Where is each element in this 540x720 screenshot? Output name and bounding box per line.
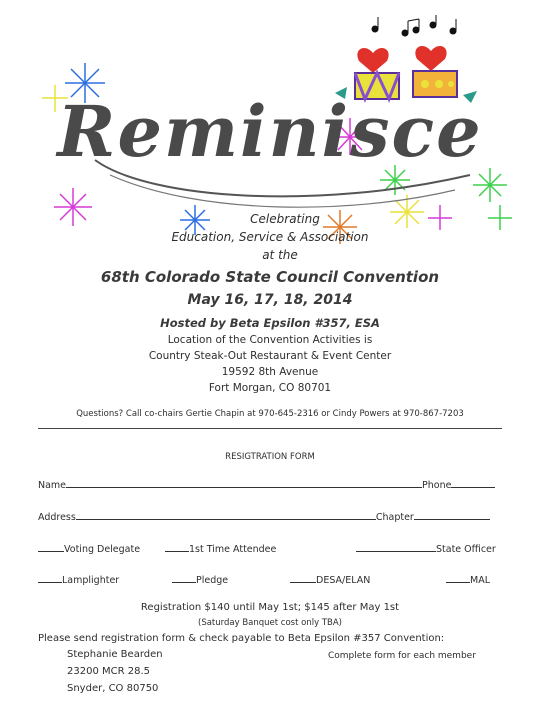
venue-name: Country Steak-Out Restaurant & Event Center	[148, 350, 392, 362]
address-field[interactable]	[76, 510, 376, 520]
form-title: RESIGTRATION FORM	[225, 452, 315, 462]
address-label: Address	[38, 512, 76, 523]
at-the-text: at the	[262, 248, 298, 262]
name-field-row	[38, 478, 495, 491]
banquet-note: (Saturday Banquet cost only TBA)	[198, 618, 342, 628]
chapter-field[interactable]	[414, 510, 490, 520]
desa-blank[interactable]	[290, 573, 316, 583]
name-field[interactable]	[66, 478, 422, 488]
questions-line: Questions? Call co-chairs Gertie Chapin at 970-645-2316 or Cindy Powers at 970-867-7203	[76, 409, 464, 419]
page-title: Reminisce	[57, 90, 483, 173]
divider	[38, 428, 502, 429]
mal-label: MAL	[470, 575, 490, 586]
state-officer-label: State Officer	[436, 544, 496, 555]
voting-delegate-option[interactable]	[38, 542, 140, 555]
mal-blank[interactable]	[446, 573, 470, 583]
music-notes-icon	[372, 15, 456, 36]
mail-city: Snyder, CO 80750	[67, 683, 159, 694]
lamplighter-option[interactable]	[38, 573, 119, 586]
venue-street: 19592 8th Avenue	[221, 366, 319, 378]
mail-name: Stephanie Bearden	[67, 649, 163, 660]
mal-option[interactable]	[446, 573, 490, 586]
location-intro: Location of the Convention Activities is	[167, 334, 373, 346]
theme-line: Education, Service & Association	[171, 230, 369, 244]
first-time-blank[interactable]	[165, 542, 189, 552]
pledge-option[interactable]	[172, 573, 228, 586]
first-time-label: 1st Time Attendee	[189, 544, 277, 555]
address-field-row	[38, 510, 490, 523]
convention-title: 68th Colorado State Council Convention	[100, 268, 440, 286]
lamplighter-blank[interactable]	[38, 573, 62, 583]
mail-street: 23200 MCR 28.5	[67, 666, 150, 677]
first-time-option[interactable]	[165, 542, 276, 555]
host-line: Hosted by Beta Epsilon #357, ESA	[160, 316, 380, 330]
heart-icon	[415, 46, 446, 71]
voting-delegate-label: Voting Delegate	[64, 544, 141, 555]
send-instructions: Please send registration form & check payable to Beta Epsilon #357 Convention:	[38, 633, 445, 644]
voting-delegate-blank[interactable]	[38, 542, 64, 552]
convention-dates: May 16, 17, 18, 2014	[187, 292, 353, 308]
pledge-blank[interactable]	[172, 573, 196, 583]
lamplighter-label: Lamplighter	[62, 575, 120, 586]
registration-cost: Registration $140 until May 1st; $145 after May 1st	[140, 602, 400, 613]
starburst-icon	[473, 168, 507, 202]
each-member-note: Complete form for each member	[328, 651, 476, 661]
chapter-label: Chapter	[375, 512, 414, 523]
state-officer-option[interactable]	[356, 542, 496, 555]
pledge-label: Pledge	[196, 575, 229, 586]
desa-option[interactable]	[290, 573, 370, 586]
heart-icon	[357, 48, 388, 73]
venue-city: Fort Morgan, CO 80701	[208, 382, 332, 394]
name-label: Name	[38, 480, 67, 491]
phone-label: Phone	[422, 480, 452, 491]
desa-label: DESA/ELAN	[316, 575, 371, 586]
state-officer-blank[interactable]	[356, 542, 436, 552]
phone-field[interactable]	[451, 478, 495, 488]
celebrating-text: Celebrating	[250, 212, 320, 226]
